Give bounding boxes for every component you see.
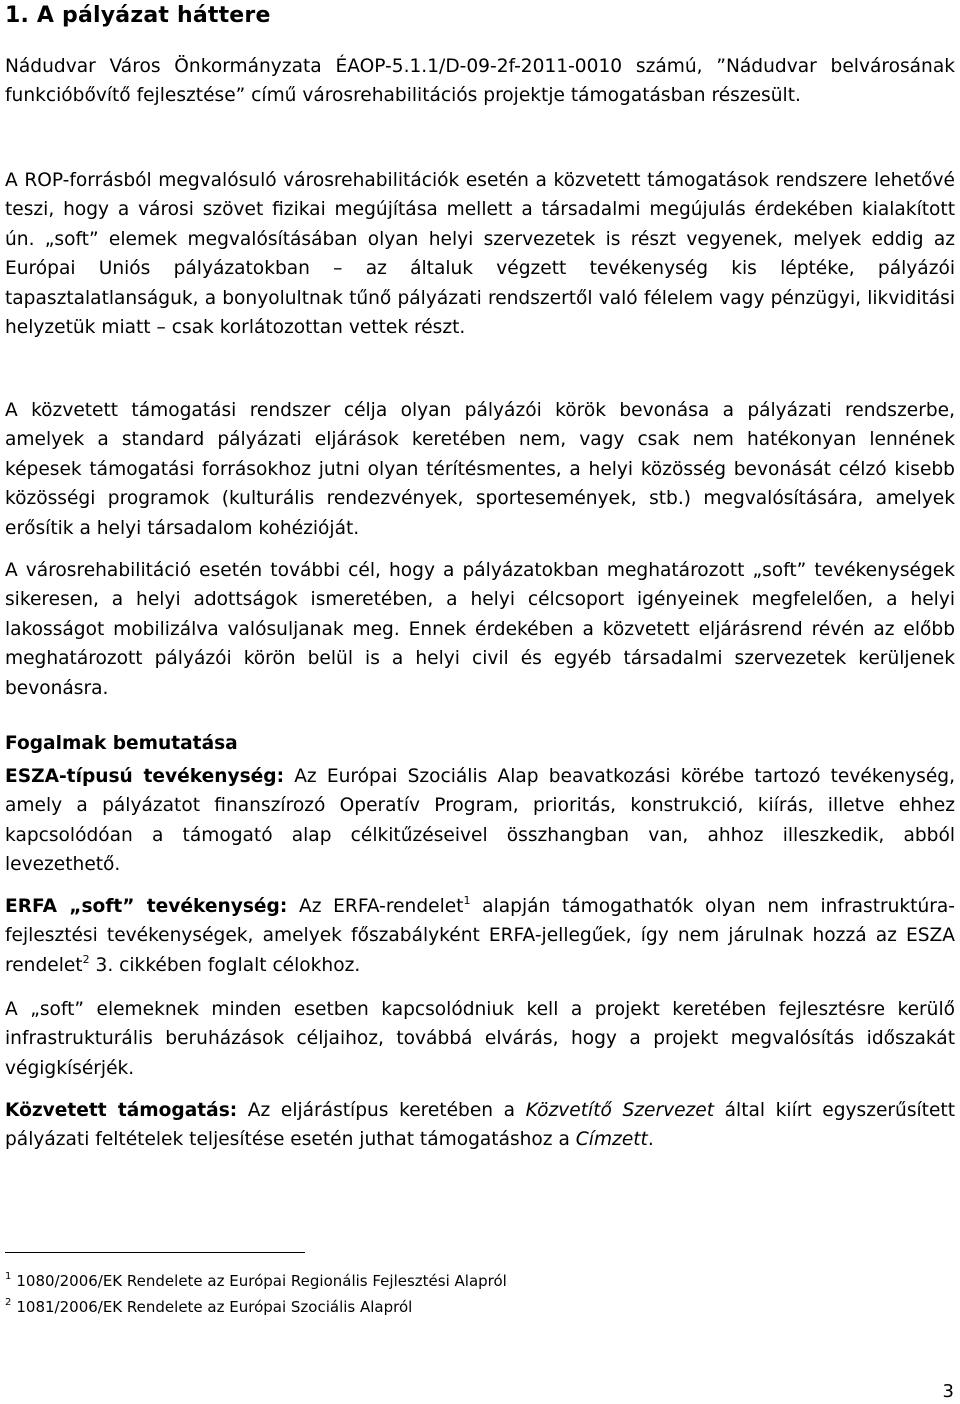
footnote-1-text: 1080/2006/EK Rendelete az Európai Regionális Fejlesztési Alapról [16, 1272, 507, 1290]
definition-indirect-text-2: által kiírt egyszerűsített pályázati feltételek teljesítése esetén juthat támogatáshoz a [5, 1100, 955, 1151]
page-number: 3 [942, 1381, 954, 1402]
section-title: 1. A pályázat háttere [5, 3, 271, 28]
definition-erfa-term: ERFA „soft” tevékenység: [5, 896, 288, 917]
footnote-1 [5, 1271, 507, 1291]
footnote-ref-1: 1 [463, 894, 471, 907]
definition-indirect-text-3: . [647, 1129, 654, 1151]
paragraph-soft-elements: A „soft” elemeknek minden esetben kapcsolódniuk kell a projekt keretében fejlesztésre kerülő infrastrukturális beruházások céljaihoz, továbbá elvárás, hogy a projekt megvalósítás időszakát végigkísérjék. [5, 999, 955, 1079]
footnote-1-mark: 1 [5, 1271, 12, 1282]
paragraph-indirect-support-goal: A közvetett támogatási rendszer célja olyan pályázói körök bevonása a pályázati rendszerbe, amelyek a standard pályázati eljárások keretében nem, vagy csak nem hatékonyan lennének képesek támogatási forrásokhoz jutni olyan térítésmentes, a helyi közösség bevonását célzó kisebb közösségi programok (kulturális rendezvények, sportesemények, stb.) megvalósítására, amelyek erősítik a helyi társadalom kohézióját. [5, 400, 955, 539]
concepts-heading: Fogalmak bemutatása [5, 733, 238, 754]
footnote-2 [5, 1297, 412, 1317]
paragraph-rehabilitation-goal: A városrehabilitáció esetén további cél, hogy a pályázatokban meghatározott „soft” tevékenységek sikeresen, a helyi adottságok ismeretében, a helyi célcsoport igényeinek megfelelően, a helyi lakosságot mobilizálva valósuljanak meg. Ennek érdekében a közvetett eljárásrend révén az előbb meghatározott pályázói körön belül is a helyi civil és egyéb társadalmi szervezetek kerüljenek bevonásra. [5, 560, 955, 699]
definition-erfa [5, 892, 955, 980]
definition-indirect-term: Közvetett támogatás: [5, 1100, 238, 1121]
definition-indirect-support [5, 1096, 955, 1155]
definition-esza [5, 762, 955, 880]
paragraph-rop-funding: A ROP-forrásból megvalósuló városrehabilitációk esetén a közvetett támogatások rendszere lehetővé teszi, hogy a városi szövet fizikai megújítása mellett a társadalmi megújulás érdekében kialakított ún. „soft” elemek megvalósításában olyan helyi szervezetek is részt vegyenek, melyek eddig az Európai Uniós pályázatokban – az általuk végzett tevékenység kis léptéke, pályázói tapasztalatlanságuk, a bonyolultnak tűnő pályázati rendszertől való félelem vagy pénzügyi, likviditási helyzetük miatt – csak korlátozottan vettek részt. [5, 170, 955, 339]
footnote-2-mark: 2 [5, 1297, 12, 1308]
footnote-separator [5, 1252, 305, 1253]
paragraph-project-intro: Nádudvar Város Önkormányzata ÉAOP-5.1.1/D-09-2f-2011-0010 számú, ”Nádudvar belvárosának funkcióbővítő fejlesztése” című városrehabilitációs projektje támogatásban részesült. [5, 56, 955, 107]
footnote-2-text: 1081/2006/EK Rendelete az Európai Szociális Alapról [16, 1298, 413, 1316]
definition-esza-term: ESZA-típusú tevékenység: [5, 766, 285, 787]
definition-esza-text: Az Európai Szociális Alap beavatkozási körébe tartozó tevékenység, amely a pályázatot finanszírozó Operatív Program, prioritás, konstrukció, kiírás, illetve ehhez kapcsolódóan a támogató alap célkitűzéseivel összhangban van, ahhoz illeszkedik, abból levezethető. [5, 766, 955, 876]
footnote-ref-2: 2 [82, 952, 90, 966]
definition-erfa-text-3: 3. cikkében foglalt célokhoz. [89, 954, 361, 976]
intermediary-organization: Közvetítő Szervezet [525, 1100, 715, 1121]
recipient-term: Címzett [575, 1129, 648, 1151]
definition-erfa-text-1: Az ERFA-rendelet [287, 896, 464, 917]
definition-erfa-text-2: alapján támogathatók olyan nem infrastruktúra-fejlesztési tevékenységek, amelyek főszabályként ERFA-jellegűek, így nem járulnak hozzá az ESZA rendelet [5, 896, 955, 976]
definition-indirect-text-1: Az eljárástípus keretében a [237, 1100, 526, 1121]
